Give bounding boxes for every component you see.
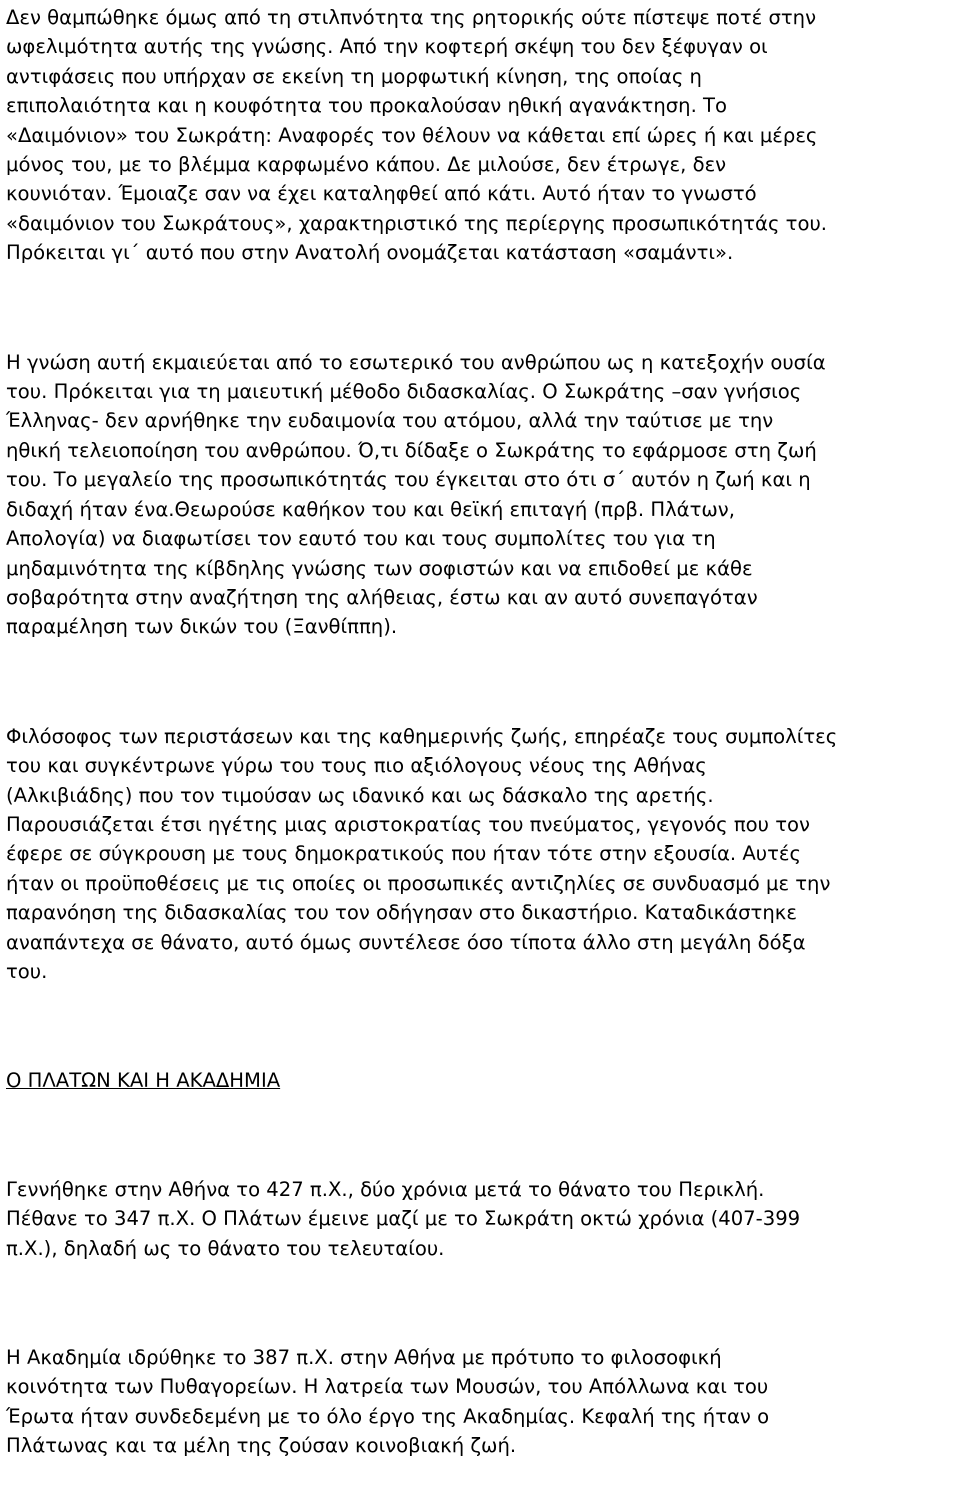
paragraph-plato-biography: [6, 1175, 954, 1263]
text-line: του. Πρόκειται για τη μαιευτική μέθοδο διδασκαλίας. Ο Σωκράτης –σαν γνήσιος: [6, 380, 802, 404]
text-line: Έλληνας- δεν αρνήθηκε την ευδαιμονία του ατόμου, αλλά την ταύτισε με την: [6, 409, 774, 433]
text-line: π.Χ.), δηλαδή ως το θάνατο του τελευταίου.: [6, 1236, 445, 1260]
text-line: μόνος του, με το βλέμμα καρφωμένο κάπου. Δε μιλούσε, δεν έτρωγε, δεν: [6, 153, 727, 177]
text-line: Απολογία) να διαφωτίσει τον εαυτό του και τους συμπολίτες του για τη: [6, 527, 716, 551]
section-heading: [6, 1066, 954, 1095]
paragraph-philosopher-of-everyday-life: [6, 722, 954, 987]
text-line: ήταν οι προϋποθέσεις με τις οποίες οι προσωπικές αντιζηλίες σε συνδυασμό με την: [6, 871, 831, 895]
paragraph-maieutic-method: [6, 348, 954, 642]
text-line: διδαχή ήταν ένα.Θεωρούσε καθήκον του και θεϊκή επιταγή (πρβ. Πλάτων,: [6, 497, 735, 521]
text-line: Πλάτωνας και τα μέλη της ζούσαν κοινοβιακή ζωή.: [6, 1434, 517, 1458]
text-line: Πέθανε το 347 π.Χ. Ο Πλάτων έμεινε μαζί με το Σωκράτη οκτώ χρόνια (407-399: [6, 1207, 801, 1231]
text-line: κοινότητα των Πυθαγορείων. Η λατρεία των Μουσών, του Απόλλωνα και του: [6, 1375, 769, 1399]
text-line: έφερε σε σύγκρουση με τους δημοκρατικούς που ήταν τότε στην εξουσία. Αυτές: [6, 842, 802, 866]
text-line: παρανόηση της διδασκαλίας του τον οδήγησαν στο δικαστήριο. Καταδικάστηκε: [6, 901, 797, 925]
text-line: ωφελιμότητα αυτής της γνώσης. Από την κοφτερή σκέψη του δεν ξέφυγαν οι: [6, 35, 768, 59]
text-line: σοβαρότητα στην αναζήτηση της αλήθειας, έστω και αν αυτό συνεπαγόταν: [6, 585, 758, 609]
paragraph-daimonion: [6, 3, 954, 268]
text-line: Γεννήθηκε στην Αθήνα το 427 π.Χ., δύο χρόνια μετά το θάνατο του Περικλή.: [6, 1177, 765, 1201]
text-line: Δεν θαμπώθηκε όμως από τη στιλπνότητα της ρητορικής ούτε πίστεψε ποτέ στην: [6, 6, 817, 29]
text-line: αναπάντεχα σε θάνατο, αυτό όμως συντέλεσε όσο τίποτα άλλο στη μεγάλη δόξα: [6, 930, 806, 954]
text-line: του.: [6, 959, 48, 983]
document-page: [6, 3, 954, 1461]
text-line: κουνιόταν. Έμοιαζε σαν να έχει καταληφθεί από κάτι. Αυτό ήταν το γνωστό: [6, 182, 757, 206]
text-line: (Αλκιβιάδης) που τον τιμούσαν ως ιδανικό και ως δάσκαλο της αρετής.: [6, 783, 714, 807]
text-line: Έρωτα ήταν συνδεδεμένη με το όλο έργο της Ακαδημίας. Κεφαλή της ήταν ο: [6, 1404, 770, 1428]
text-line: «Δαιμόνιον» του Σωκράτη: Αναφορές τον θέλουν να κάθεται επί ώρες ή και μέρες: [6, 123, 818, 147]
text-line: «δαιμόνιον του Σωκράτους», χαρακτηριστικό της περίεργης προσωπικότητάς του.: [6, 211, 828, 235]
text-line: αντιφάσεις που υπήρχαν σε εκείνη τη μορφωτική κίνηση, της οποίας η: [6, 64, 702, 88]
text-line: του. Το μεγαλείο της προσωπικότητάς του έγκειται στο ότι σ΄ αυτόν η ζωή και η: [6, 468, 811, 492]
text-line: του και συγκέντρωνε γύρω του τους πιο αξιόλογους νέους της Αθήνας: [6, 754, 707, 778]
heading-text: Ο ΠΛΑΤΩΝ ΚΑΙ Η ΑΚΑΔΗΜΙΑ: [6, 1069, 281, 1093]
text-line: Η γνώση αυτή εκμαιεύεται από το εσωτερικό του ανθρώπου ως η κατεξοχήν ουσία: [6, 350, 826, 374]
paragraph-academy-founding: [6, 1343, 954, 1461]
text-line: μηδαμινότητα της κίβδηλης γνώσης των σοφιστών και να επιδοθεί με κάθε: [6, 556, 753, 580]
text-line: παραμέληση των δικών του (Ξανθίππη).: [6, 615, 398, 639]
text-line: ηθική τελειοποίηση του ανθρώπου. Ό,τι δίδαξε ο Σωκράτης το εφάρμοσε στη ζωή: [6, 438, 817, 462]
text-line: Πρόκειται γι΄ αυτό που στην Ανατολή ονομάζεται κατάσταση «σαμάντι».: [6, 241, 734, 265]
text-line: επιπολαιότητα και η κουφότητα του προκαλούσαν ηθική αγανάκτηση. Το: [6, 94, 727, 118]
text-line: Η Ακαδημία ιδρύθηκε το 387 π.Χ. στην Αθήνα με πρότυπο το φιλοσοφική: [6, 1346, 722, 1369]
text-line: Παρουσιάζεται έτσι ηγέτης μιας αριστοκρατίας του πνεύματος, γεγονός που τον: [6, 812, 810, 836]
text-line: Φιλόσοφος των περιστάσεων και της καθημερινής ζωής, επηρέαζε τους συμπολίτες: [6, 724, 838, 748]
